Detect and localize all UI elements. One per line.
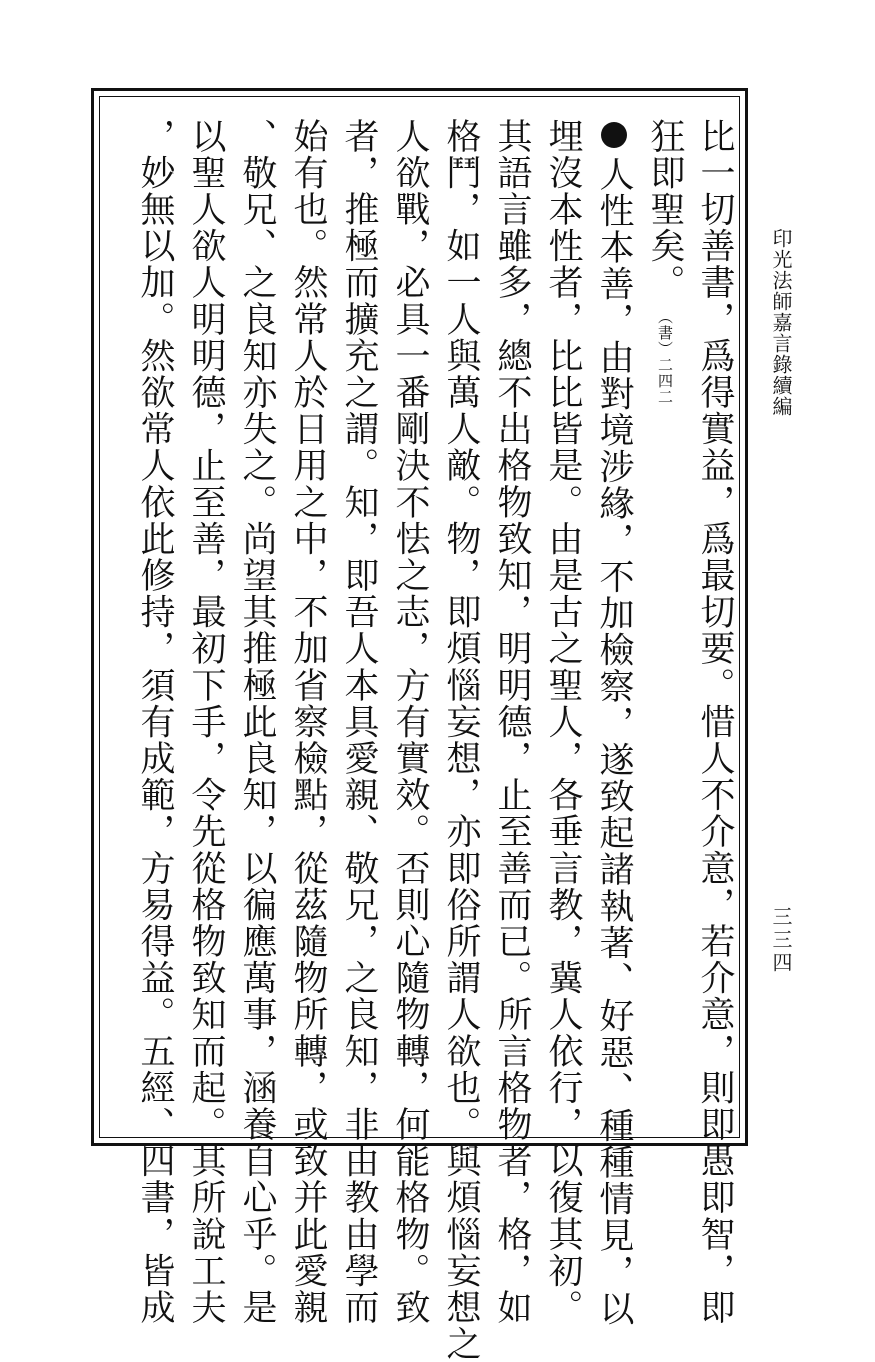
text-column-2 (645, 118, 685, 405)
text-column-11: 以聖人欲人明明德，止至善，最初下手，令先從格物致知而起。其所說工夫 (186, 118, 226, 1326)
text-column-10: 、敬兄、之良知亦失之。尚望其推極此良知，以徧應萬事，涵養自心乎。是 (237, 118, 277, 1326)
source-note-page: 二四二 (656, 357, 674, 405)
text-column-1: 比一切善書，爲得實益，爲最切要。惜人不介意，若介意，則即愚即智，即 (695, 118, 735, 1326)
page-number: 三三四 (769, 906, 793, 975)
running-header: 印光法師嘉言錄續編 (769, 228, 793, 417)
text-column-12: ，妙無以加。然欲常人依此修持，須有成範，方易得益。五經、四書，皆成 (135, 118, 175, 1326)
text-column-6: 格鬥，如一人與萬人敵。物，即煩惱妄想，亦即俗所謂人欲也。與煩惱妄想之 (441, 118, 481, 1362)
text-column-7: 人欲戰，必具一番剛決不怯之志，方有實效。否則心隨物轉，何能格物。致 (390, 118, 430, 1326)
text-column-8: 者，推極而擴充之謂。知，即吾人本具愛親、敬兄，之良知，非由教由學而 (339, 118, 379, 1326)
text-column-5: 其語言雖多，總不出格物致知，明明德，止至善而已。所言格物者，格，如 (492, 118, 532, 1326)
text-column-3 (594, 118, 634, 1327)
text-column-3-body: 人性本善，由對境涉緣，不加檢察，遂致起諸執著、好惡、種種情見，以 (594, 156, 634, 1328)
source-note-label: （書） (656, 309, 674, 357)
text-column-2-body: 狂即聖矣。 (645, 118, 685, 301)
text-column-9: 始有也。然常人於日用之中，不加省察檢點，從茲隨物所轉，或致并此愛親 (288, 118, 328, 1326)
source-note (656, 309, 674, 405)
text-column-4: 埋沒本性者，比比皆是。由是古之聖人，各垂言教，冀人依行，以復其初。 (543, 118, 583, 1326)
bullet-icon (601, 122, 627, 148)
